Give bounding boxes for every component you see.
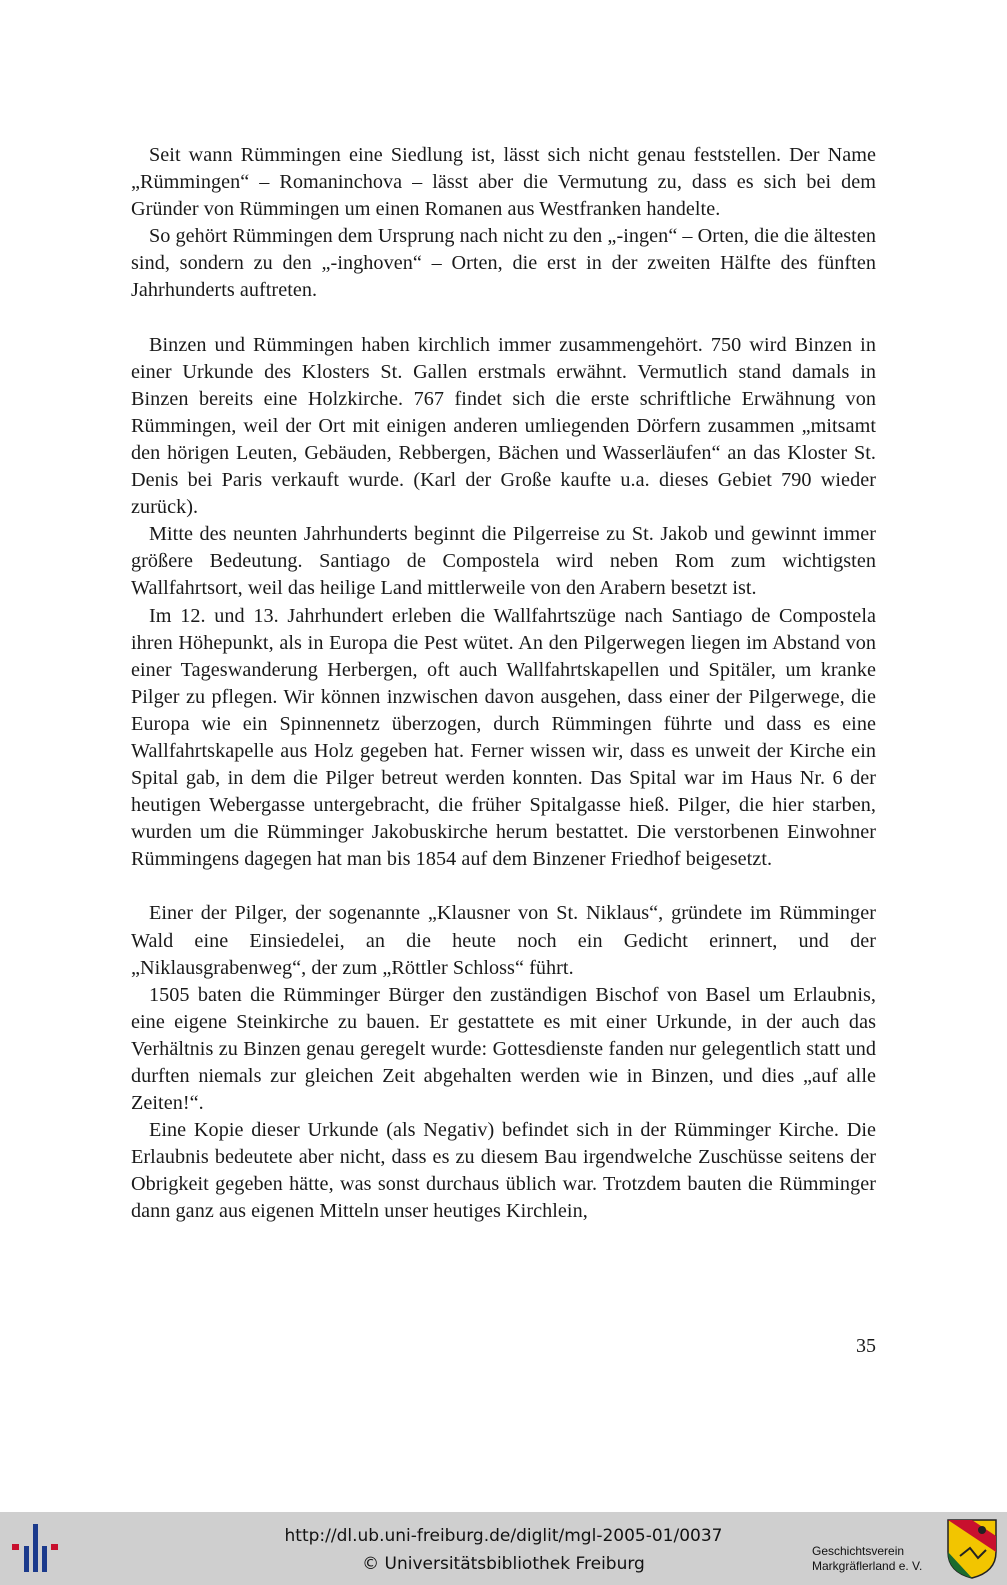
footer-url-link[interactable]: http://dl.ub.uni-freiburg.de/diglit/mgl-2005-01/0037 [284, 1526, 723, 1546]
paragraph-8: Eine Kopie dieser Urkunde (als Negativ) befindet sich in der Rümminger Kirche. Die Erlaubnis bedeutete aber nicht, dass es zu diesem Bau irgendwelche Zuschüsse seitens der Obrigkeit gegeben hätte, was sonst durchaus üblich war. Trotzdem bauten die Rümminger dann ganz aus eigenen Mitteln unser heutiges Kirchlein, [131, 1119, 876, 1223]
page-text [131, 142, 876, 1226]
paragraph-4: Mitte des neunten Jahrhunderts beginnt die Pilgerreise zu St. Jakob und gewinnt immer größere Bedeutung. Santiago de Compostela wird neben Rom zum wichtigsten Wallfahrtsort, weil das heilige Land mittlerweile von den Arabern besetzt ist. [131, 523, 876, 600]
footer-copyright: © Universitätsbibliothek Freiburg [362, 1554, 645, 1574]
paragraph-2: So gehört Rümmingen dem Ursprung nach nicht zu den „-ingen“ – Orten, die die ältesten sind, sondern zu den „-inghoven“ – Orten, die erst in der zweiten Hälfte des fünften Jahrhunderts auftreten. [131, 225, 876, 302]
paragraph-3: Binzen und Rümmingen haben kirchlich immer zusammengehört. 750 wird Binzen in einer Urkunde des Klosters St. Gallen erstmals erwähnt. Vermutlich stand damals in Binzen bereits eine Holzkirche. 767 findet sich die erste schriftliche Erwähnung von Rümmingen, weil der Ort mit einigen anderen umliegenden Dörfern zusammen „mitsamt den hörigen Leuten, Gebäuden, Rebbergen, Bächen und Wasserläufen“ an das Kloster St. Denis bei Paris verkauft wurde. (Karl der Große kaufte u.a. dieses Gebiet 790 wieder zurück). [131, 333, 876, 519]
footer-org-line2: Markgräflerland e. V. [812, 1559, 923, 1573]
footer-bar [0, 1512, 1007, 1585]
page-number: 35 [856, 1335, 876, 1357]
footer-org-line1: Geschichtsverein [812, 1544, 905, 1558]
coat-of-arms-icon [946, 1518, 998, 1580]
footer-organization [812, 1544, 922, 1574]
paragraph-6: Einer der Pilger, der sogenannte „Klausner von St. Niklaus“, gründete im Rümminger Wald eine Einsiedelei, an die heute noch ein Gedicht erinnert, und der „Niklausgrabenweg“, der zum „Röttler Schloss“ führt. [131, 902, 876, 979]
paragraph-1: Seit wann Rümmingen eine Siedlung ist, lässt sich nicht genau feststellen. Der Name „Rümmingen“ – Romaninchova – lässt aber die Vermutung zu, dass es sich bei dem Gründer von Rümmingen um einen Romanen aus Westfranken handelte. [131, 144, 876, 221]
paragraph-7: 1505 baten die Rümminger Bürger den zuständigen Bischof von Basel um Erlaubnis, eine eigene Steinkirche zu bauen. Er gestattete es mit einer Urkunde, in der auch das Verhältnis zu Binzen genau geregelt wurde: Gottesdienste fanden nur gelegentlich statt und durften niemals zur gleichen Zeit abgehalten werden wie in Binzen, und dies „auf alle Zeiten!“. [131, 983, 876, 1115]
paragraph-5: Im 12. und 13. Jahrhundert erleben die Wallfahrtszüge nach Santiago de Compostela ihren Höhepunkt, als in Europa die Pest wütet. An den Pilgerwegen liegen im Abstand von einer Tageswanderung Herbergen, oft auch Wallfahrtskapellen und Spitäler, um kranke Pilger zu pflegen. Wir können inzwischen davon ausgehen, dass einer der Pilgerwege, die Europa wie ein Spinnennetz überzogen, durch Rümmingen führte und dass es eine Wallfahrtskapelle aus Holz gegeben hat. Ferner wissen wir, dass es unweit der Kirche ein Spital gab, in dem die Pilger betreut werden konnten. Das Spital war im Haus Nr. 6 der heutigen Webergasse untergebracht, die früher Spitalgasse hieß. Pilger, die hier starben, wurden um die Rümminger Jakobuskirche herum bestattet. Die verstorbenen Einwohner Rümmingens dagegen hat man bis 1854 auf dem Binzener Friedhof beigesetzt. [131, 604, 876, 871]
